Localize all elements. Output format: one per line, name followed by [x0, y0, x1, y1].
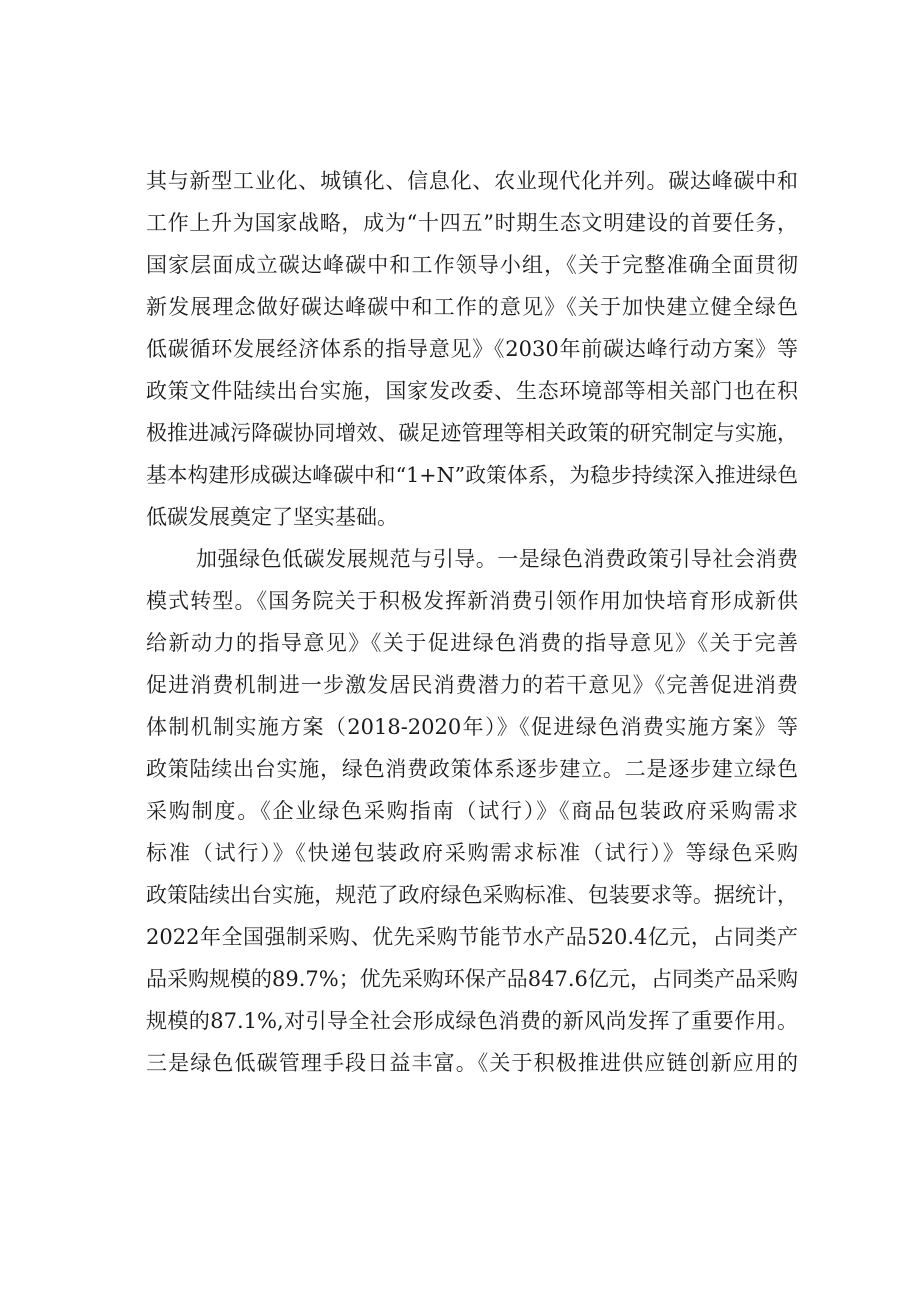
- text-line: 其与新型工业化、城镇化、信息化、农业现代化并列。碳达峰碳中和: [146, 169, 798, 193]
- text-line: 体制机制实施方案（2018-2020年）》《促进绿色消费实施方案》等: [146, 715, 798, 739]
- text-line: 2022年全国强制采购、优先采购节能节水产品520.4亿元，占同类产: [146, 925, 798, 949]
- text-line: 三是绿色低碳管理手段日益丰富。《关于积极推进供应链创新应用的: [146, 1051, 798, 1075]
- text-line: 低碳循环发展经济体系的指导意见》《2030年前碳达峰行动方案》等: [146, 337, 798, 361]
- text-line: 给新动力的指导意见》《关于促进绿色消费的指导意见》《关于完善: [146, 631, 798, 655]
- text-line: 政策陆续出台实施，规范了政府绿色采购标准、包装要求等。据统计，: [146, 883, 798, 907]
- text-line: 政策文件陆续出台实施，国家发改委、生态环境部等相关部门也在积: [146, 379, 798, 403]
- text-line: 品采购规模的89.7%；优先采购环保产品847.6亿元，占同类产品采购: [146, 967, 798, 991]
- paragraph-2: [146, 538, 798, 1084]
- text-line: 规模的87.1%,对引导全社会形成绿色消费的新风尚发挥了重要作用。: [146, 1009, 798, 1033]
- text-line: 国家层面成立碳达峰碳中和工作领导小组，《关于完整准确全面贯彻: [146, 253, 798, 277]
- paragraph-1: [146, 160, 798, 538]
- text-line: 基本构建形成碳达峰碳中和“1+N”政策体系，为稳步持续深入推进绿色: [146, 463, 798, 487]
- text-line: 加强绿色低碳发展规范与引导。一是绿色消费政策引导社会消费: [196, 547, 798, 571]
- text-line: 工作上升为国家战略，成为“十四五”时期生态文明建设的首要任务，: [146, 211, 798, 235]
- text-line: 政策陆续出台实施，绿色消费政策体系逐步建立。二是逐步建立绿色: [146, 757, 798, 781]
- text-line: 模式转型。《国务院关于积极发挥新消费引领作用加快培育形成新供: [146, 589, 798, 613]
- text-line: 低碳发展奠定了坚实基础。: [146, 505, 398, 529]
- text-line: 标准（试行）》《快递包装政府采购需求标准（试行）》等绿色采购: [146, 841, 798, 865]
- text-line: 新发展理念做好碳达峰碳中和工作的意见》《关于加快建立健全绿色: [146, 295, 798, 319]
- text-line: 促进消费机制进一步激发居民消费潜力的若干意见》《完善促进消费: [146, 673, 798, 697]
- document-body: [146, 160, 798, 1084]
- text-line: 极推进减污降碳协同增效、碳足迹管理等相关政策的研究制定与实施，: [146, 421, 798, 445]
- text-line: 采购制度。《企业绿色采购指南（试行）》《商品包装政府采购需求: [146, 799, 798, 823]
